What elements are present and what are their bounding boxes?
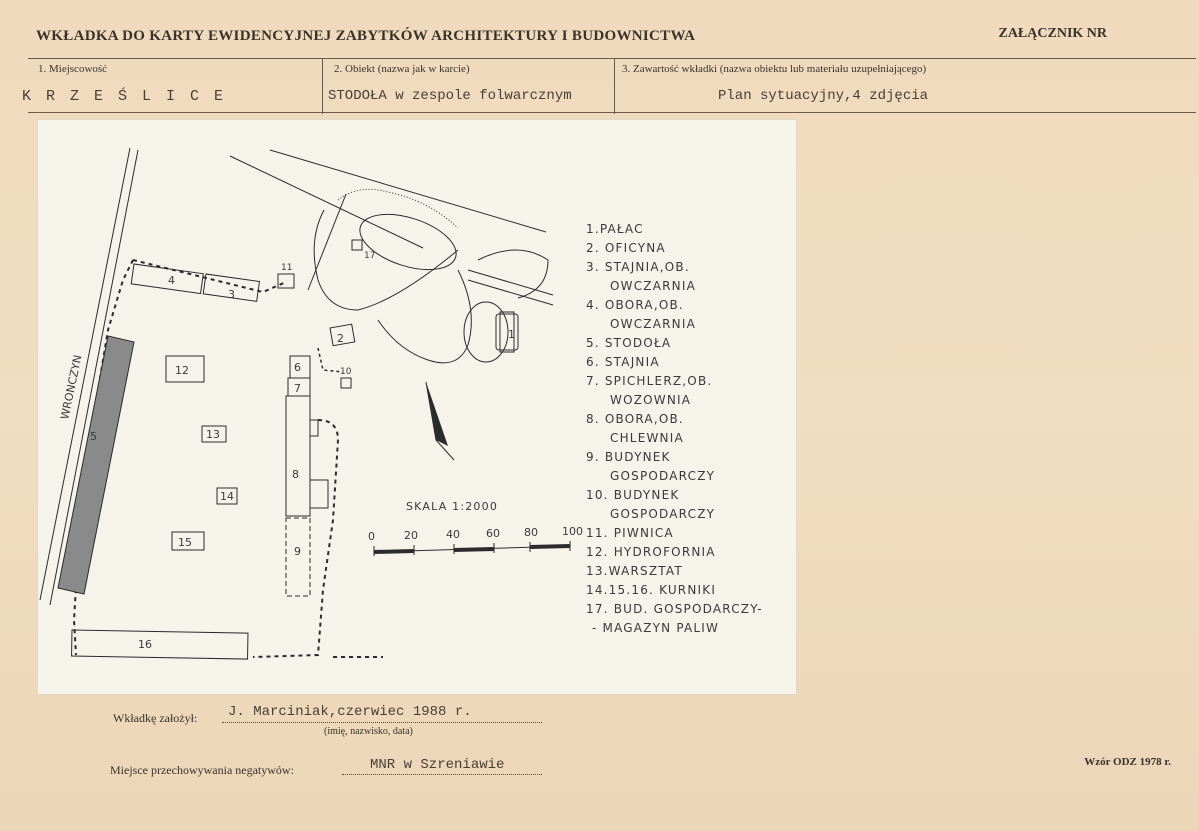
storage-value: MNR w Szreniawie bbox=[370, 757, 505, 773]
pond bbox=[353, 204, 463, 281]
park-edge bbox=[378, 270, 471, 363]
scale-tick-label: 40 bbox=[446, 528, 460, 541]
building-label: 1 bbox=[508, 328, 515, 341]
north-arrow-line bbox=[426, 382, 454, 460]
divider bbox=[322, 58, 323, 114]
legend-item: 6. STAJNIA bbox=[586, 355, 660, 369]
building-label: 12 bbox=[175, 364, 189, 377]
path-line bbox=[468, 280, 553, 305]
building-label: 16 bbox=[138, 638, 152, 651]
legend-item: 3. STAJNIA,OB. bbox=[586, 260, 690, 274]
fence bbox=[253, 420, 338, 657]
locality-label: 1. Miejscowość bbox=[38, 63, 108, 75]
legend-item: 10. BUDYNEK bbox=[586, 488, 680, 502]
scale-tick-label: 80 bbox=[524, 526, 538, 539]
contents-label: 3. Zawartość wkładki (nazwa obiektu lub materiału uzupełniającego) bbox=[622, 63, 927, 75]
legend-item: 9. BUDYNEK bbox=[586, 450, 671, 464]
building-label: 3 bbox=[228, 288, 235, 301]
legend-item: 5. STODOŁA bbox=[586, 336, 672, 350]
author-value: J. Marciniak,czerwiec 1988 r. bbox=[228, 704, 472, 720]
building-11 bbox=[278, 274, 294, 288]
object-label: 2. Obiekt (nazwa jak w karcie) bbox=[334, 63, 470, 75]
legend-item: GOSPODARCZY bbox=[610, 507, 716, 521]
building-label: 9 bbox=[294, 545, 301, 558]
legend-item: 11. PIWNICA bbox=[586, 526, 674, 540]
building-label: 14 bbox=[220, 490, 234, 503]
building-label: 10 bbox=[340, 367, 352, 377]
plan-legend bbox=[586, 220, 763, 638]
scale-tick-label: 60 bbox=[486, 527, 500, 540]
legend-item: 14.15.16. KURNIKI bbox=[586, 583, 717, 597]
building-label: 13 bbox=[206, 428, 220, 441]
building-16 bbox=[72, 630, 248, 659]
scale-bar bbox=[374, 541, 570, 556]
building-label: 8 bbox=[292, 468, 299, 481]
legend-item: 4. OBORA,OB. bbox=[586, 298, 684, 312]
storage-dotted-line bbox=[342, 774, 542, 775]
legend-item: 1.PAŁAC bbox=[586, 222, 644, 236]
north-arrow bbox=[426, 382, 448, 446]
building-label: 17 bbox=[364, 251, 376, 261]
scale-tick-label: 20 bbox=[404, 529, 418, 542]
scale-tick-label: 100 bbox=[562, 525, 583, 538]
legend-item: 13.WARSZTAT bbox=[586, 564, 683, 578]
storage-label: Miejsce przechowywania negatywów: bbox=[110, 763, 294, 777]
legend-item: - MAGAZYN PALIW bbox=[592, 621, 720, 635]
park-edge bbox=[314, 210, 458, 310]
legend-item: OWCZARNIA bbox=[610, 279, 696, 293]
legend-item: CHLEWNIA bbox=[610, 431, 684, 445]
road-line bbox=[270, 150, 546, 232]
path-line bbox=[308, 194, 346, 290]
building-label: 15 bbox=[178, 536, 192, 549]
legend-item: OWCZARNIA bbox=[610, 317, 696, 331]
legend-item: 7. SPICHLERZ,OB. bbox=[586, 374, 713, 388]
form-reference: Wzór ODZ 1978 r. bbox=[1084, 756, 1171, 768]
building-label: 5 bbox=[90, 430, 97, 443]
building-label: 2 bbox=[337, 332, 344, 345]
building-label: 4 bbox=[168, 274, 175, 287]
building-label: 11 bbox=[281, 263, 293, 273]
author-label: Wkładkę założył: bbox=[113, 711, 198, 725]
building-10 bbox=[341, 378, 351, 388]
locality-value: K R Z E Ś L I C E bbox=[22, 88, 227, 105]
legend-item: 17. BUD. GOSPODARCZY- bbox=[586, 602, 763, 616]
road-line bbox=[230, 156, 423, 248]
divider bbox=[614, 58, 615, 114]
legend-item: 2. OFICYNA bbox=[586, 241, 666, 255]
legend-item: 12. HYDROFORNIA bbox=[586, 545, 716, 559]
divider bbox=[28, 112, 1196, 113]
park-edge bbox=[338, 189, 458, 228]
contents-value: Plan sytuacyjny,4 zdjęcia bbox=[718, 88, 929, 104]
building-17 bbox=[352, 240, 362, 250]
divider bbox=[28, 58, 1196, 59]
building-label: 6 bbox=[294, 361, 301, 374]
scale-label: SKALA 1:2000 bbox=[406, 500, 499, 513]
legend-item: GOSPODARCZY bbox=[610, 469, 716, 483]
legend-item: WOZOWNIA bbox=[610, 393, 692, 407]
path-line bbox=[468, 270, 553, 295]
legend-item: 8. OBORA,OB. bbox=[586, 412, 684, 426]
site-plan-photo bbox=[38, 120, 796, 694]
annex-number-label: ZAŁĄCZNIK NR bbox=[998, 26, 1107, 41]
building-label: 7 bbox=[294, 382, 301, 395]
scale-tick-label: 0 bbox=[368, 530, 375, 543]
road-label: WRONCZYN bbox=[58, 353, 85, 421]
building-8 bbox=[286, 396, 310, 516]
author-dotted-line bbox=[222, 722, 542, 723]
form-title: WKŁADKA DO KARTY EWIDENCYJNEJ ZABYTKÓW ARCHITEKTURY I BUDOWNICTWA bbox=[36, 28, 696, 44]
author-hint: (imię, nazwisko, data) bbox=[324, 726, 413, 737]
building-8-annex bbox=[310, 420, 318, 436]
building-8-annex bbox=[310, 480, 328, 508]
object-value: STODOŁA w zespole folwarcznym bbox=[328, 88, 572, 104]
